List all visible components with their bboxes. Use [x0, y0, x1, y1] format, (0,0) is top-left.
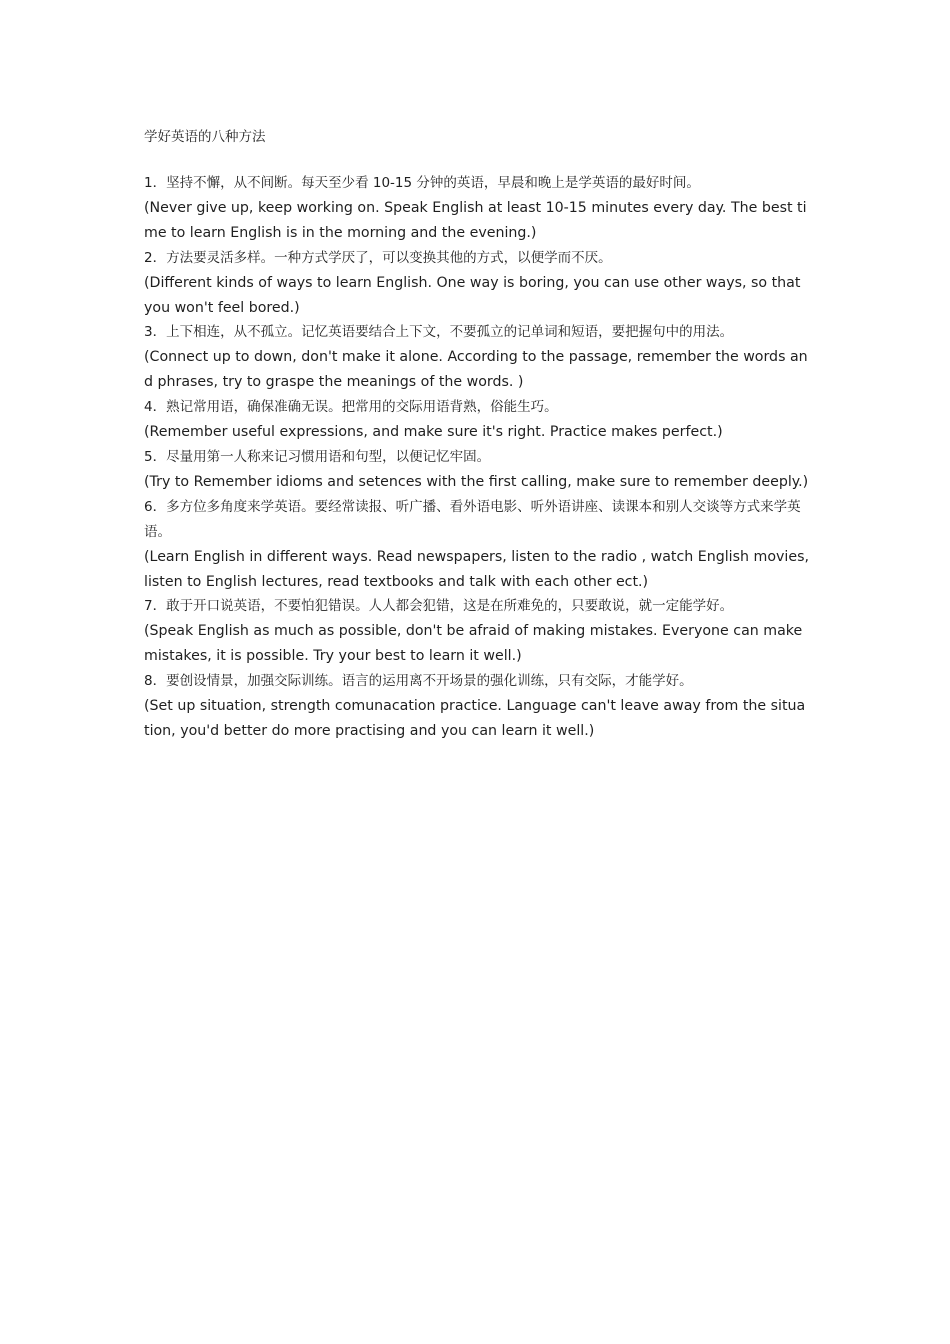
- method-item-2: [144, 246, 810, 321]
- method-item-7: [144, 594, 810, 669]
- method-item-chinese: 5．尽量用第一人称来记习惯用语和句型，以便记忆牢固。: [144, 448, 491, 465]
- method-item-english: (Speak English as much as possible, don't be afraid of making mistakes. Everyone can make mistakes, it is possible. Try your best to learn it well.): [144, 623, 803, 665]
- method-item-4: [144, 395, 810, 445]
- document-title: 学好英语的八种方法: [144, 129, 266, 145]
- method-item-chinese: 3．上下相连，从不孤立。记忆英语要结合上下文，不要孤立的记单词和短语，要把握句中的用法。: [144, 324, 734, 341]
- method-item-chinese: 4．熟记常用语，确保准确无误。把常用的交际用语背熟，俗能生巧。: [144, 399, 558, 416]
- method-item-chinese: 8．要创设情景，加强交际训练。语言的运用离不开场景的强化训练，只有交际，才能学好。: [144, 673, 693, 690]
- method-item-english: (Never give up, keep working on. Speak English at least 10-15 minutes every day. The best time to learn English is in the morning and the evening.): [144, 199, 807, 241]
- method-item-english: (Try to Remember idioms and setences with the first calling, make sure to remember deeply.): [144, 473, 809, 490]
- method-item-english: (Different kinds of ways to learn English. One way is boring, you can use other ways, so that you won't feel bored.): [144, 274, 801, 316]
- method-item-8: [144, 669, 810, 744]
- method-item-chinese: 1．坚持不懈，从不间断。每天至少看 10-15 分钟的英语，早晨和晚上是学英语的最好时间。: [144, 175, 700, 191]
- method-item-5: [144, 445, 810, 495]
- method-item-1: [144, 171, 810, 246]
- method-item-english: (Connect up to down, don't make it alone. According to the passage, remember the words and phrases, try to graspe the meanings of the words. ): [144, 349, 808, 391]
- method-item-chinese: 2．方法要灵活多样。一种方式学厌了，可以变换其他的方式，以便学而不厌。: [144, 249, 612, 266]
- method-item-english: (Set up situation, strength comunacation practice. Language can't leave away from the situation, you'd better do more practising and you can learn it well.): [144, 698, 806, 739]
- method-item-english: (Remember useful expressions, and make sure it's right. Practice makes perfect.): [144, 424, 723, 441]
- method-item-chinese: 7．敢于开口说英语，不要怕犯错误。人人都会犯错，这是在所难免的，只要敢说，就一定能学好。: [144, 598, 734, 615]
- method-item-3: [144, 320, 810, 395]
- method-item-6: [144, 495, 810, 595]
- document-body: [144, 171, 810, 744]
- method-item-chinese: 6．多方位多角度来学英语。要经常读报、听广播、看外语电影、听外语讲座、读课本和别人交谈等方式来学英语。: [144, 498, 801, 540]
- method-item-english: (Learn English in different ways. Read newspapers, listen to the radio , watch English movies, listen to English lectures, read textbooks and talk with each other ect.): [144, 548, 809, 590]
